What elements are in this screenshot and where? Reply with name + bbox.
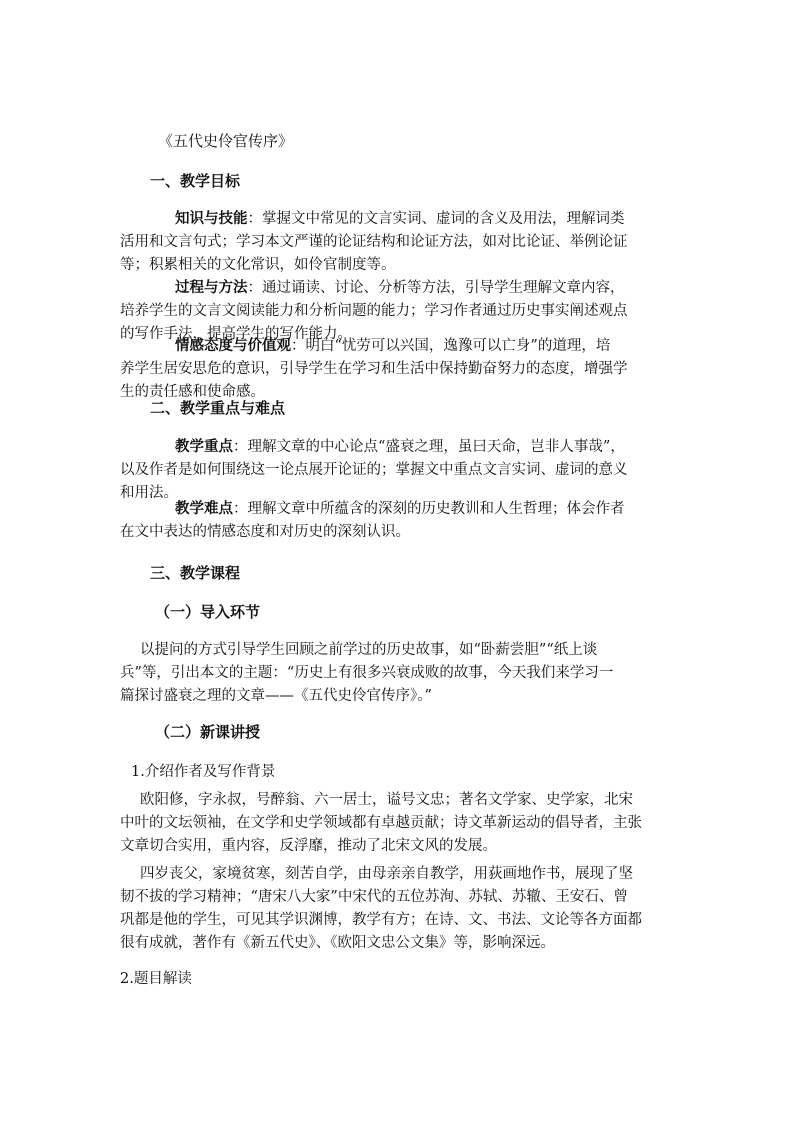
author-para-1-line-2: 中叶的文坛领袖，在文学和史学领域都有卓越贡献；诗文革新运动的倡导者，主张	[120, 815, 642, 831]
subsection-heading-new-lesson: （二）新课讲授	[155, 723, 261, 741]
section-heading-objectives: 一、教学目标	[150, 172, 241, 190]
process-line-2: 培养学生的文言文阅读能力和分析问题的能力；学习作者通过历史事实阐述观点	[120, 303, 628, 319]
intro-line-1: 以提问的方式引导学生回顾之前学过的历史故事，如“卧薪尝胆”“纸上谈	[140, 642, 598, 658]
author-para-2-line-2: 韧不拔的学习精神；“唐宋八大家”中宋代的五位苏洵、苏轼、苏辙、王安石、曾	[120, 889, 628, 905]
knowledge-label: 知识与技能	[175, 210, 248, 227]
section-heading-key-points: 二、教学重点与难点	[150, 399, 286, 417]
key-point-line-3: 和用法。	[120, 485, 178, 501]
document-title: 《五代史伶官传序》	[158, 132, 294, 150]
difficulty-line-1: 教学难点：理解文章中所蕴含的深刻的历史教训和人生哲理；体会作者	[175, 500, 625, 517]
process-line-1: 过程与方法：通过诵读、讨论、分析等方法，引导学生理解文章内容，	[175, 279, 625, 296]
author-para-2-line-3: 巩都是他的学生，可见其学识渊博，教学有方；在诗、文、书法、文论等各方面都	[120, 912, 642, 928]
process-label: 过程与方法	[175, 279, 248, 296]
knowledge-line-2: 活用和文言句式；学习本文严谨的论证结构和论证方法，如对比论证、举例论证	[120, 234, 628, 250]
author-para-1-line-1: 欧阳修，字永叔，号醉翁、六一居士，谥号文忠；著名文学家、史学家，北宋	[140, 792, 633, 808]
emotion-label: 情感态度与价值观	[175, 337, 291, 354]
section-heading-course: 三、教学课程	[150, 564, 241, 582]
difficulty-line-2: 在文中表达的情感态度和对历史的深刻认识。	[120, 524, 410, 540]
intro-line-2: 兵”等，引出本文的主题：“历史上有很多兴衰成败的故事，今天我们来学习一	[120, 665, 614, 681]
key-point-label: 教学重点	[175, 438, 233, 455]
subsection-heading-intro: （一）导入环节	[155, 603, 261, 621]
author-para-2-line-4: 很有成就，著作有《新五代史》、《欧阳文忠公文集》等，影响深远。	[120, 935, 555, 951]
key-point-line-2: 以及作者是如何围绕这一论点展开论证的；掌握文中重点文言实词、虚词的意义	[120, 462, 628, 478]
emotion-line-2: 养学生居安思危的意识，引导学生在学习和生活中保持勤奋努力的态度，增强学	[120, 361, 628, 377]
intro-line-3: 篇探讨盛衰之理的文章——《五代史伶官传序》。”	[120, 688, 432, 704]
author-para-1-line-3: 文章切合实用，重内容，反浮靡，推动了北宋文风的发展。	[120, 838, 497, 854]
emotion-line-3: 生的责任感和使命感。	[120, 384, 265, 400]
point-heading-author-background: 1.介绍作者及写作背景	[131, 764, 276, 780]
difficulty-label: 教学难点	[175, 500, 233, 517]
process-line-3: 的写作手法，提高学生的写作能力。	[120, 326, 352, 342]
point-heading-title-interpretation: 2.题目解读	[120, 971, 192, 987]
key-point-line-1: 教学重点：理解文章的中心论点“盛衰之理，虽曰天命，岂非人事哉”，	[175, 438, 625, 455]
emotion-line-1: 情感态度与价值观：明白“忧劳可以兴国，逸豫可以亡身”的道理，培	[175, 337, 611, 354]
author-para-2-line-1: 四岁丧父，家境贫寒，刻苦自学，由母亲亲自教学，用荻画地作书，展现了坚	[140, 866, 633, 882]
knowledge-line-1: 知识与技能：掌握文中常见的文言实词、虚词的含义及用法，理解词类	[175, 210, 625, 227]
knowledge-line-3: 等；积累相关的文化常识，如伶官制度等。	[120, 257, 396, 273]
